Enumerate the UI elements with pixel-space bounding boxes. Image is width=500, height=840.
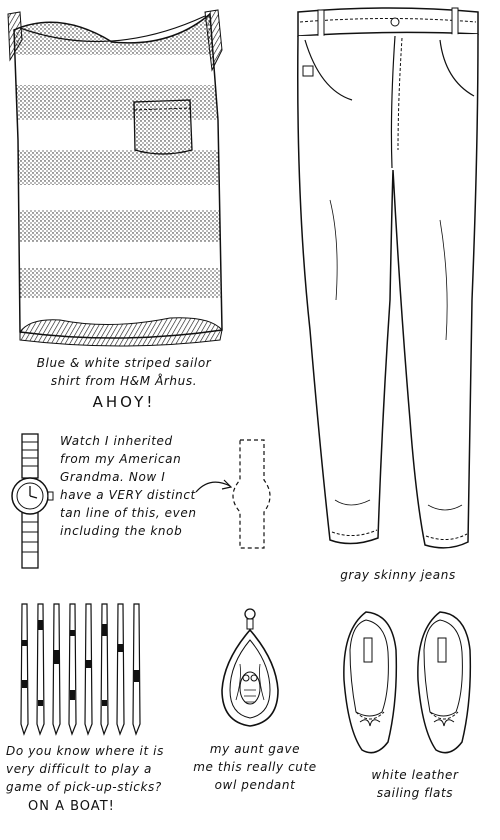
pendant-caption-line-1: my aunt gave xyxy=(209,742,301,756)
sticks-caption-exclaim: ON A BOAT! xyxy=(28,799,115,814)
flats-caption-line-2: sailing flats xyxy=(376,786,454,800)
jeans-caption: gray skinny jeans xyxy=(340,568,456,582)
watch-caption-line-5: tan line of this, even xyxy=(60,506,197,520)
watch-caption-line-3: Grandma. Now I xyxy=(60,470,166,484)
shirt-caption-line-1: Blue & white striped sailor xyxy=(36,356,212,370)
watch-caption-line-6: including the knob xyxy=(60,524,183,538)
flats-caption-line-1: white leather xyxy=(371,768,459,782)
sticks-caption-line-2: very difficult to play a xyxy=(6,762,152,776)
shirt-caption-exclaim: AHOY! xyxy=(92,393,156,411)
watch-caption-line-4: have a VERY distinct xyxy=(60,488,196,502)
flats-caption xyxy=(340,766,490,802)
sticks-caption-line-1: Do you know where it is xyxy=(6,744,164,758)
watch-caption-line-1: Watch I inherited xyxy=(60,434,173,448)
shirt-caption-line-2: shirt from H&M Århus. xyxy=(50,374,198,388)
pendant-caption-line-3: owl pendant xyxy=(214,778,296,792)
sticks-caption-line-3: game of pick-up-sticks? xyxy=(6,780,162,794)
watch-caption-line-2: from my American xyxy=(60,452,182,466)
pendant-caption-line-2: me this really cute xyxy=(193,760,317,774)
